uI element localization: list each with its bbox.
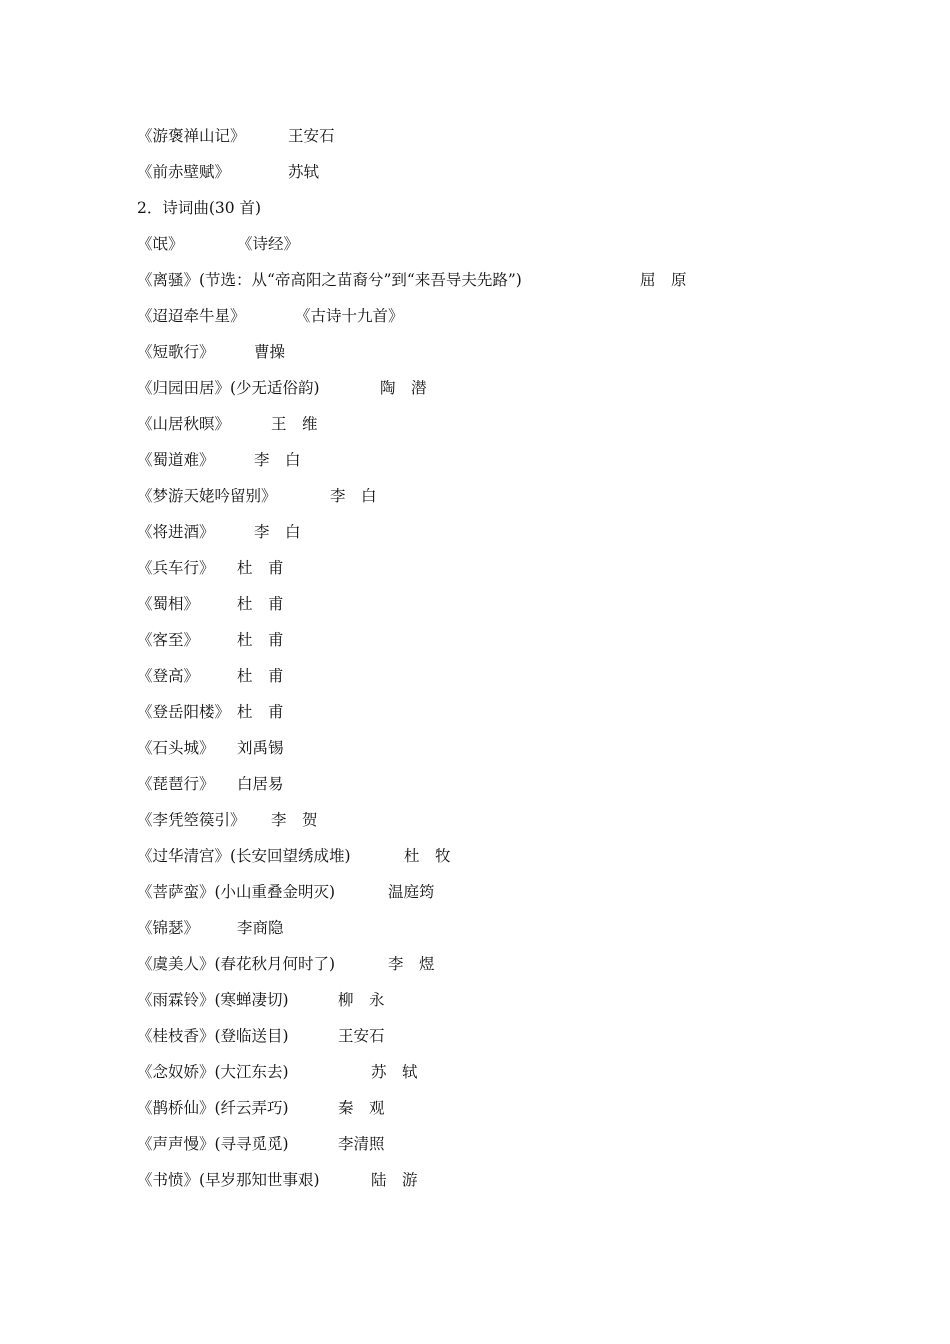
work-author: 屈 原 <box>640 271 687 289</box>
list-item <box>0 628 284 652</box>
work-title: 《登高》 <box>137 667 200 685</box>
work-title: 《李凭箜篌引》 <box>137 811 246 829</box>
work-title: 《锦瑟》 <box>137 919 200 937</box>
list-item <box>0 340 286 364</box>
work-title: 《鹊桥仙》(纤云弄巧) <box>137 1099 289 1117</box>
work-author: 苏轼 <box>288 163 320 181</box>
work-author: 李 白 <box>254 451 301 469</box>
work-author: 杜 甫 <box>237 667 284 685</box>
work-author: 李 白 <box>330 487 377 505</box>
list-item <box>0 304 404 328</box>
work-title: 《兵车行》 <box>137 559 215 577</box>
list-item <box>0 592 284 616</box>
work-title: 《琵琶行》 <box>137 775 215 793</box>
work-author: 王 维 <box>271 415 318 433</box>
list-item <box>0 736 284 760</box>
list-item <box>0 1024 385 1048</box>
list-item <box>0 520 301 544</box>
work-author: 刘禹锡 <box>237 739 284 757</box>
work-author: 李 贺 <box>271 811 318 829</box>
work-title: 《氓》 <box>137 235 184 253</box>
list-item <box>0 844 451 868</box>
work-title: 《山居秋暝》 <box>137 415 231 433</box>
list-item <box>0 160 320 184</box>
list-item <box>0 808 318 832</box>
list-item <box>0 952 435 976</box>
work-title: 《前赤壁赋》 <box>137 163 231 181</box>
list-item <box>0 376 427 400</box>
work-author: 温庭筠 <box>388 883 435 901</box>
work-title: 《离骚》(节选：从“帝高阳之苗裔兮”到“来吾导夫先路”) <box>137 271 522 289</box>
list-item <box>0 1132 385 1156</box>
work-title: 《蜀道难》 <box>137 451 215 469</box>
work-title: 《桂枝香》(登临送目) <box>137 1027 289 1045</box>
list-item <box>0 268 687 292</box>
work-title: 《客至》 <box>137 631 200 649</box>
work-author: 曹操 <box>254 343 286 361</box>
list-item <box>0 448 301 472</box>
list-item <box>0 556 284 580</box>
work-title: 《蜀相》 <box>137 595 200 613</box>
work-author: 秦 观 <box>338 1099 385 1117</box>
work-author: 李清照 <box>338 1135 385 1153</box>
work-title: 《将进酒》 <box>137 523 215 541</box>
work-author: 陶 潜 <box>380 379 427 397</box>
work-title: 《梦游天姥吟留别》 <box>137 487 277 505</box>
work-author: 李商隐 <box>237 919 284 937</box>
work-author: 杜 甫 <box>237 703 284 721</box>
work-author: 陆 游 <box>371 1171 418 1189</box>
work-title: 《短歌行》 <box>137 343 215 361</box>
list-item <box>0 1168 418 1192</box>
work-title: 《菩萨蛮》(小山重叠金明灭) <box>137 883 336 901</box>
work-title: 《书愤》(早岁那知世事艰) <box>137 1171 320 1189</box>
list-item <box>0 1060 418 1084</box>
list-item <box>0 916 284 940</box>
work-title: 《迢迢牵牛星》 <box>137 307 246 325</box>
work-title: 《过华清宫》(长安回望绣成堆) <box>137 847 351 865</box>
work-author: 柳 永 <box>338 991 385 1009</box>
work-author: 《诗经》 <box>237 235 300 253</box>
work-title: 《雨霖铃》(寒蝉凄切) <box>137 991 289 1009</box>
work-author: 杜 甫 <box>237 631 284 649</box>
work-author: 《古诗十九首》 <box>295 307 404 325</box>
list-item <box>0 484 377 508</box>
section-heading-text: 2．诗词曲(30 首) <box>137 199 262 217</box>
work-title: 《声声慢》(寻寻觅觅) <box>137 1135 289 1153</box>
list-item <box>0 988 385 1012</box>
section-heading <box>0 196 262 220</box>
work-title: 《归园田居》(少无适俗韵) <box>137 379 320 397</box>
list-item <box>0 700 284 724</box>
list-item <box>0 232 300 256</box>
list-item <box>0 772 284 796</box>
list-item <box>0 664 284 688</box>
work-author: 王安石 <box>288 127 335 145</box>
work-title: 《虞美人》(春花秋月何时了) <box>137 955 336 973</box>
work-title: 《石头城》 <box>137 739 215 757</box>
work-author: 苏 轼 <box>371 1063 418 1081</box>
work-author: 李 白 <box>254 523 301 541</box>
work-author: 王安石 <box>338 1027 385 1045</box>
work-author: 杜 甫 <box>237 559 284 577</box>
work-title: 《登岳阳楼》 <box>137 703 231 721</box>
list-item <box>0 124 335 148</box>
work-author: 白居易 <box>237 775 284 793</box>
work-author: 杜 牧 <box>404 847 451 865</box>
work-title: 《念奴娇》(大江东去) <box>137 1063 289 1081</box>
work-author: 李 煜 <box>388 955 435 973</box>
work-author: 杜 甫 <box>237 595 284 613</box>
list-item <box>0 880 435 904</box>
work-title: 《游褒禅山记》 <box>137 127 246 145</box>
list-item <box>0 412 318 436</box>
list-item <box>0 1096 385 1120</box>
